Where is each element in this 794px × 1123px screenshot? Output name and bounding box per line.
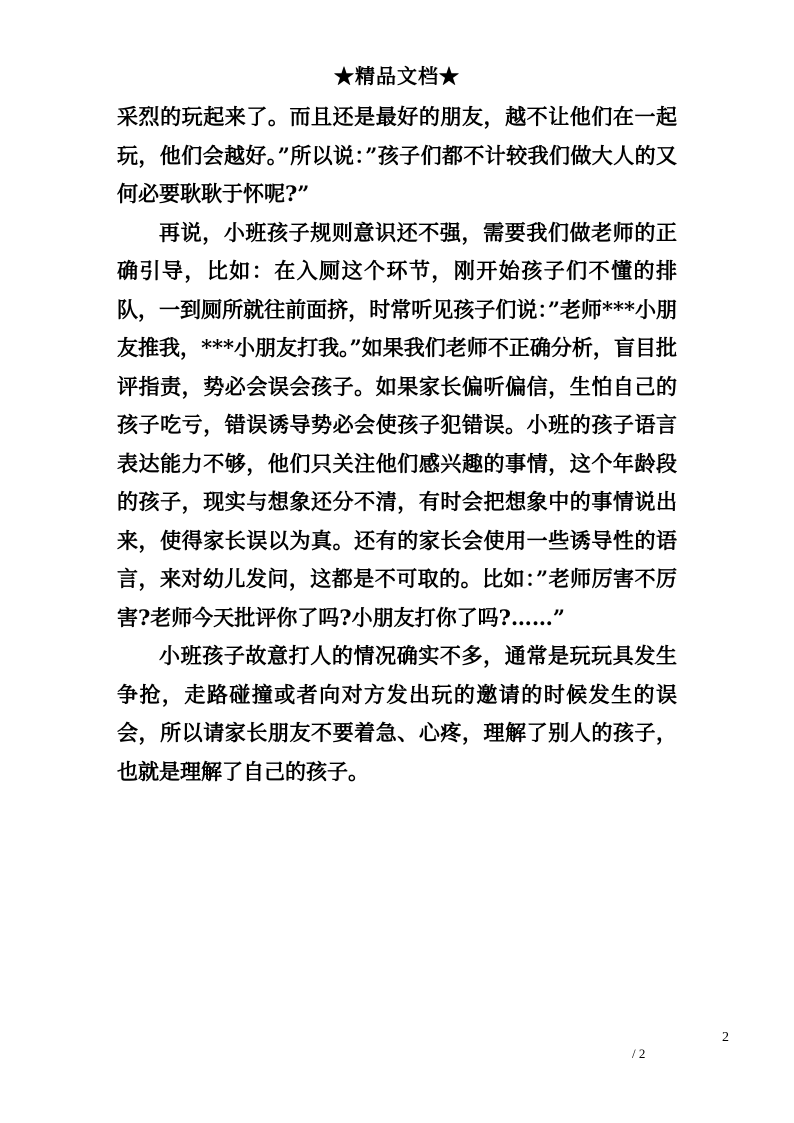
page-number: 2 xyxy=(722,1030,729,1045)
paragraph-1: 采烈的玩起来了。而且还是最好的朋友，越不让他们在一起玩，他们会越好。”所以说：”孩子们都不计较我们做大人的又何必要耿耿于怀呢?” xyxy=(117,104,677,206)
paragraph-3: 小班孩子故意打人的情况确实不多，通常是玩玩具发生争抢，走路碰撞或者向对方发出玩的邀请的时候发生的误会，所以请家长朋友不要着急、心疼，理解了别人的孩子，也就是理解了自己的孩子。 xyxy=(117,643,677,784)
page-header-title: ★精品文档★ xyxy=(334,64,460,88)
paragraph-2: 再说，小班孩子规则意识还不强，需要我们做老师的正确引导，比如：在入厕这个环节，刚开始孩子们不懂的排队，一到厕所就往前面挤，时常听见孩子们说：”老师***小朋友推我，***小朋友打我。”如果我们老师不正确分析，盲目批评指责，势必会误会孩子。如果家长偏听偏信，生怕自己的孩子吃亏，错误诱导势必会使孩子犯错误。小班的孩子语言表达能力不够，他们只关注他们感兴趣的事情，这个年龄段的孩子，现实与想象还分不清，有时会把想象中的事情说出来，使得家长误以为真。还有的家长会使用一些诱导性的语言，来对幼儿发问，这都是不可取的。比如：”老师厉害不厉害?老师今天批评你了吗?小朋友打你了吗?……” xyxy=(117,219,677,630)
document-body xyxy=(117,98,677,791)
page-total: / 2 xyxy=(632,1046,646,1061)
